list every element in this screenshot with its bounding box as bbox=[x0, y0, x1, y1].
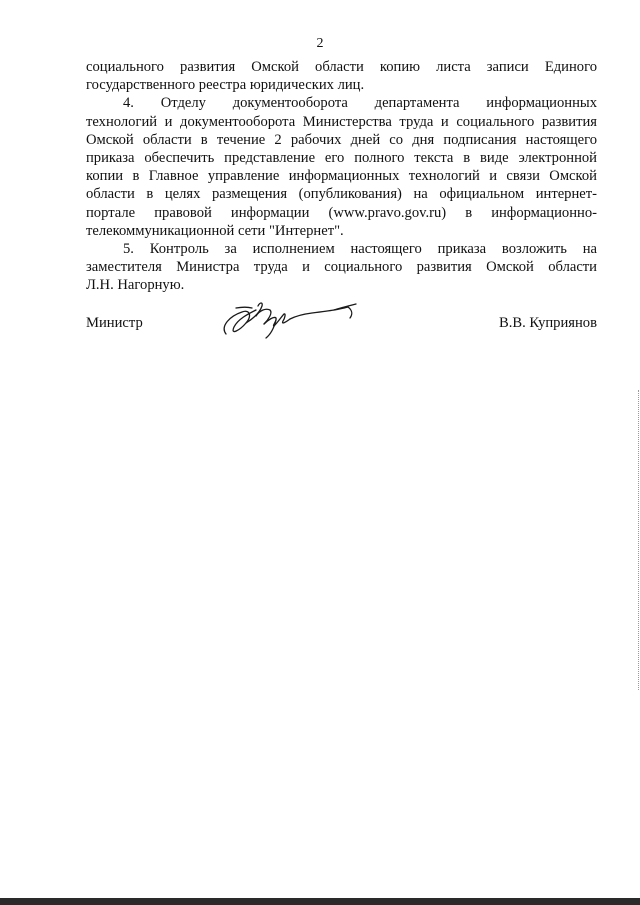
text-line: заместителя Министра труда и социального развития Омской области bbox=[86, 259, 597, 276]
text-line: области в целях размещения (опубликования) на официальном интернет- bbox=[86, 186, 597, 203]
text-line: Л.Н. Нагорную. bbox=[86, 277, 185, 294]
signer-title: Министр bbox=[86, 315, 143, 331]
text-line: приказа обеспечить представление его полного текста в виде электронной bbox=[86, 150, 597, 167]
signer-name: В.В. Куприянов bbox=[499, 315, 597, 331]
scan-edge-mark bbox=[637, 390, 639, 690]
handwritten-signature bbox=[216, 296, 366, 342]
text-line: портале правовой информации (www.pravo.gov.ru) в информационно- bbox=[86, 204, 597, 221]
paragraph-item-4 bbox=[86, 94, 597, 240]
text-line: государственного реестра юридических лиц. bbox=[86, 77, 365, 94]
text-line: технологий и документооборота Министерства труда и социального развития bbox=[86, 113, 597, 130]
paragraph-item-5 bbox=[86, 240, 597, 295]
page-number: 2 bbox=[316, 36, 324, 51]
text-line: 4. Отделу документооборота департамента информационных bbox=[123, 95, 597, 112]
text-line: 5. Контроль за исполнением настоящего приказа возложить на bbox=[123, 241, 597, 258]
text-line: телекоммуникационной сети "Интернет". bbox=[86, 222, 344, 239]
text-line: копии в Главное управление информационных технологий и связи Омской bbox=[86, 168, 597, 185]
signature-block bbox=[86, 314, 597, 344]
text-line: Омской области в течение 2 рабочих дней со дня подписания настоящего bbox=[86, 131, 597, 148]
document-body bbox=[86, 58, 597, 295]
text-line: социального развития Омской области копию листа записи Единого bbox=[86, 59, 597, 75]
scan-bottom-edge bbox=[0, 898, 640, 905]
paragraph-continuation bbox=[86, 58, 597, 94]
